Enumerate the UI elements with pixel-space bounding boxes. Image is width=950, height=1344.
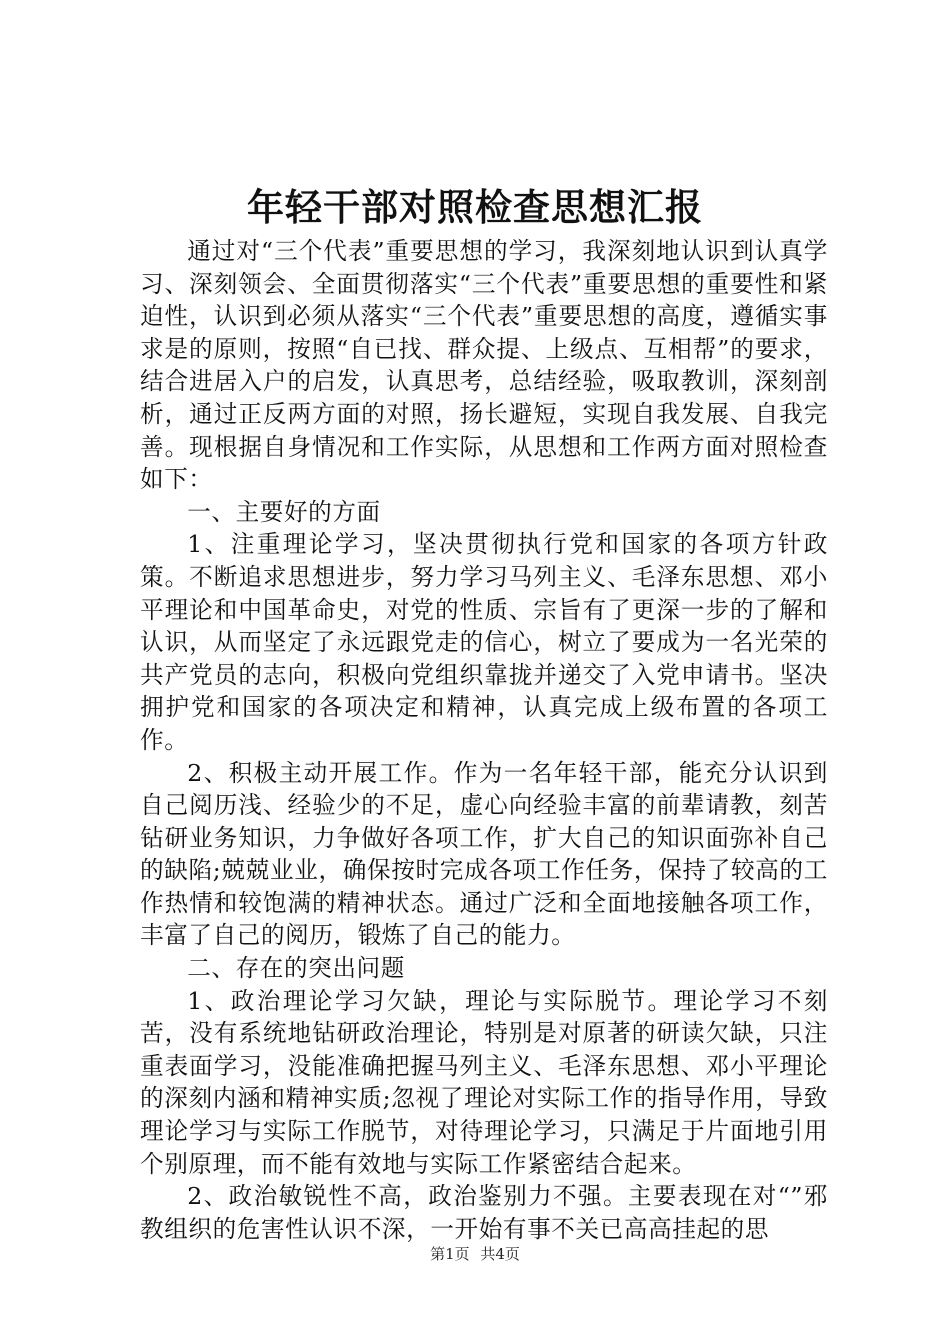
strength-item-1: 1、注重理论学习，坚决贯彻执行党和国家的各项方针政策。不断追求思想进步，努力学习马列主义、毛泽东思想、邓小平理论和中国革命史，对党的性质、宗旨有了更深一步的了解和认识，从而坚定了永远跟党走的信心，树立了要成为一名光荣的共产党员的志向，积极向党组织靠拢并递交了入党申请书。坚决拥护党和国家的各项决定和精神，认真完成上级布置的各项工作。 — [140, 530, 828, 754]
document-body — [140, 235, 828, 1245]
intro-paragraph: 通过对“三个代表”重要思想的学习，我深刻地认识到认真学习、深刻领会、全面贯彻落实“三个代表”重要思想的重要性和紧迫性，认识到必须从落实“三个代表”重要思想的高度，遵循实事求是的原则，按照“自已找、群众提、上级点、互相帮”的要求，结合进居入户的启发，认真思考，总结经验，吸取教训，深刻剖析，通过正反两方面的对照，扬长避短，实现自我发展、自我完善。现根据自身情况和工作实际，从思想和工作两方面对照检查如下： — [140, 237, 828, 494]
section-heading-problems: 二、存在的突出问题 — [187, 954, 405, 983]
section-heading-strengths: 一、主要好的方面 — [187, 497, 381, 526]
strength-item-2: 2、积极主动开展工作。作为一名年轻干部，能充分认识到自己阅历浅、经验少的不足，虚心向经验丰富的前辈请教，刻苦钻研业务知识，力争做好各项工作，扩大自己的知识面弥补自己的缺陷;兢兢业业，确保按时完成各项工作任务，保持了较高的工作热情和较饱满的精神状态。通过广泛和全面地接触各项工作，丰富了自己的阅历，锻炼了自己的能力。 — [140, 758, 828, 950]
page-footer — [0, 1244, 950, 1264]
problem-item-1: 1、政治理论学习欠缺，理论与实际脱节。理论学习不刻苦，没有系统地钻研政治理论，特别是对原著的研读欠缺，只注重表面学习，没能准确把握马列主义、毛泽东思想、邓小平理论的深刻内涵和精神实质;忽视了理论对实际工作的指导作用，导致理论学习与实际工作脱节，对待理论学习，只满足于片面地引用个别原理，而不能有效地与实际工作紧密结合起来。 — [140, 986, 828, 1178]
page-total: 共4页 — [480, 1245, 520, 1263]
page-number: 第1页 — [430, 1245, 470, 1263]
document-title: 年轻干部对照检查思想汇报 — [247, 185, 703, 229]
problem-item-2: 2、政治敏锐性不高，政治鉴别力不强。主要表现在对“”邪教组织的危害性认识不深，一开始有事不关已高高挂起的思 — [140, 1182, 828, 1243]
